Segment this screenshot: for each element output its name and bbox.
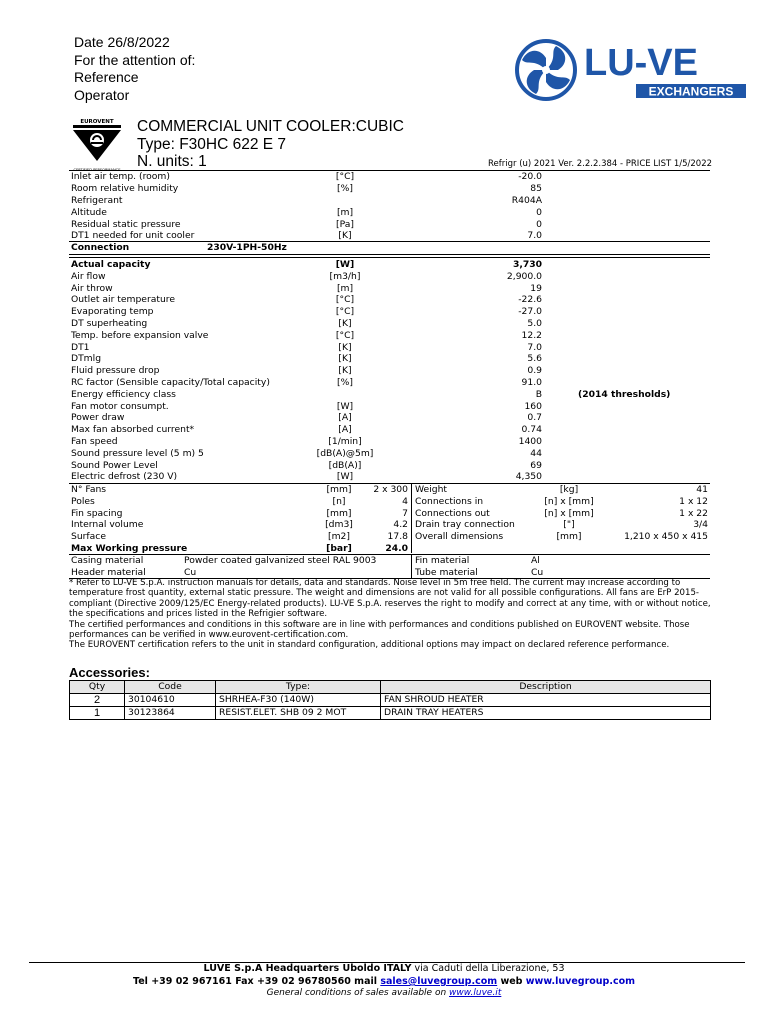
attention-line: For the attention of: <box>74 51 196 68</box>
connection-row: Connection 230V-1PH-50Hz <box>71 242 287 253</box>
title-line-1: COMMERCIAL UNIT COOLER:CUBIC <box>137 118 404 135</box>
perf-row: Actual capacity [W] 3,730 <box>71 259 542 270</box>
accessories-table <box>69 680 711 720</box>
perf-row: Fluid pressure drop [K] 0.9 <box>71 365 542 376</box>
material-row: Casing material Powder coated galvanized steel RAL 9003 Fin material Al <box>71 555 540 566</box>
note-general: * Refer to LU-VE S.p.A. instruction manuals for details, data and standards. Noise level in 5m free field. The current may increase according to temperature frost quantity, external static pressure. The weight and dimensions are not valid for all possible configurations. All fans are ErP 2015-compliant (Directive 2009/125/EC Energy-related products). LU-VE S.p.A. reserves the right to modify and correct at any time, with or without notice, the specifications and prices listed in the Refrigier software. <box>69 578 711 620</box>
energy-threshold-note: (2014 thresholds) <box>578 388 671 400</box>
note-certified: The certified performances and conditions in this software are in line with performances and conditions published on EUROVENT website. Those performances can be verified in www.eurovent-certification.com. <box>69 619 690 641</box>
col-description: Description <box>381 681 711 694</box>
note-eurovent: The EUROVENT certification refers to the unit in standard configuration, additional options may impact on declared reference performance. <box>69 640 670 651</box>
mail-link[interactable]: sales@luvegroup.com <box>380 976 498 987</box>
input-row: Refrigerant R404A <box>71 195 542 206</box>
footer-conditions: General conditions of sales available on www.luve.it <box>266 988 502 998</box>
eurovent-bottom: CERTIFIED PERFORMANCE <box>73 168 121 172</box>
perf-row: Fan motor consumpt. [W] 160 <box>71 400 542 412</box>
date: Date 26/8/2022 <box>74 34 170 50</box>
spec-row: Internal volume [dm3] 4.2 Drain tray connection ["] 3/4 <box>71 519 708 531</box>
table-row: 1 30123864 RESIST.ELET. SHB 09 2 MOT DRAIN TRAY HEATERS <box>70 707 711 720</box>
perf-row: Evaporating temp [°C] -27.0 <box>71 306 542 317</box>
data-sheet <box>69 170 710 582</box>
title-units: N. units: 1 <box>137 153 207 170</box>
spec-row-pressure: Max Working pressure [bar] 24.0 <box>71 542 408 554</box>
input-row: Residual static pressure [Pa] 0 <box>71 219 542 230</box>
product-title <box>137 118 404 171</box>
perf-row: Air throw [m] 19 <box>71 282 542 294</box>
reference-line: Reference <box>74 69 139 85</box>
document-header <box>74 34 195 104</box>
eurovent-logo <box>69 117 125 177</box>
spec-row: N° Fans [mm] 2 x 300 Weight [kg] 41 <box>71 484 708 495</box>
spec-row: Fin spacing [mm] 7 Connections out [n] x [mm] 1 x 22 <box>71 507 708 519</box>
perf-row: Air flow [m3/h] 2,900.0 <box>71 270 542 282</box>
luve-link[interactable]: www.luve.it <box>449 988 502 998</box>
perf-row: RC factor (Sensible capacity/Total capacity) [%] 91.0 <box>71 377 542 388</box>
perf-row: Outlet air temperature [°C] -22.6 <box>71 294 542 306</box>
perf-row: Max fan absorbed current* [A] 0.74 <box>71 424 542 435</box>
spec-row: Poles [n] 4 Connections in [n] x [mm] 1 x 12 <box>71 496 708 507</box>
accessories-header-row <box>70 681 711 694</box>
perf-row: Electric defrost (230 V) [W] 4,350 <box>71 471 542 483</box>
footer-contacts: Tel +39 02 967161 Fax +39 02 96780560 mail sales@luvegroup.com web www.luvegroup.com <box>132 976 636 987</box>
perf-row: Energy efficiency class B (2014 thresholds) <box>71 388 671 400</box>
fan-icon <box>517 41 575 99</box>
operator-line: Operator <box>74 86 130 103</box>
col-type: Type: <box>216 681 381 694</box>
perf-row: Power draw [A] 0.7 <box>71 412 542 424</box>
software-version: Refrigr (u) 2021 Ver. 2.2.2.384 - PRICE LIST 1/5/2022 <box>488 159 713 169</box>
table-row: 2 30104610 SHRHEA-F30 (140W) FAN SHROUD HEATER <box>70 694 711 707</box>
footer-company: LUVE S.p.A Headquarters Uboldo ITALY via Caduti della Liberazione, 53 <box>203 963 565 974</box>
perf-row: DT superheating [K] 5.0 <box>71 318 542 329</box>
col-qty: Qty <box>70 681 125 694</box>
perf-row: DTmlg [K] 5.6 <box>71 353 542 365</box>
material-row: Header material Cu Tube material Cu <box>71 567 544 578</box>
input-row: DT1 needed for unit cooler [K] 7.0 <box>71 230 542 241</box>
col-code: Code <box>125 681 216 694</box>
logo-brand: LU-VE <box>584 42 698 84</box>
perf-row: Sound Power Level [dB(A)] 69 <box>71 459 542 471</box>
input-row: Room relative humidity [%] 85 <box>71 183 542 194</box>
eurovent-top: EUROVENT <box>80 119 114 125</box>
notes <box>69 578 711 651</box>
perf-row: Fan speed [1/min] 1400 <box>71 436 542 447</box>
luve-logo <box>514 38 746 102</box>
input-row: Altitude [m] 0 <box>71 207 542 218</box>
perf-row: DT1 [K] 7.0 <box>71 341 542 353</box>
perf-row: Sound pressure level (5 m) 5 [dB(A)@5m] 44 <box>71 447 542 459</box>
input-row: Inlet air temp. (room) [°C] -20.0 <box>71 171 542 182</box>
web-link[interactable]: www.luvegroup.com <box>525 976 636 987</box>
spec-row: Surface [m2] 17.8 Overall dimensions [mm] 1,210 x 450 x 415 <box>71 531 708 542</box>
title-type: Type: F30HC 622 E 7 <box>137 135 287 153</box>
logo-sub: EXCHANGERS <box>648 84 734 99</box>
accessories-title: Accessories: <box>69 665 150 680</box>
perf-row: Temp. before expansion valve [°C] 12.2 <box>71 330 542 341</box>
